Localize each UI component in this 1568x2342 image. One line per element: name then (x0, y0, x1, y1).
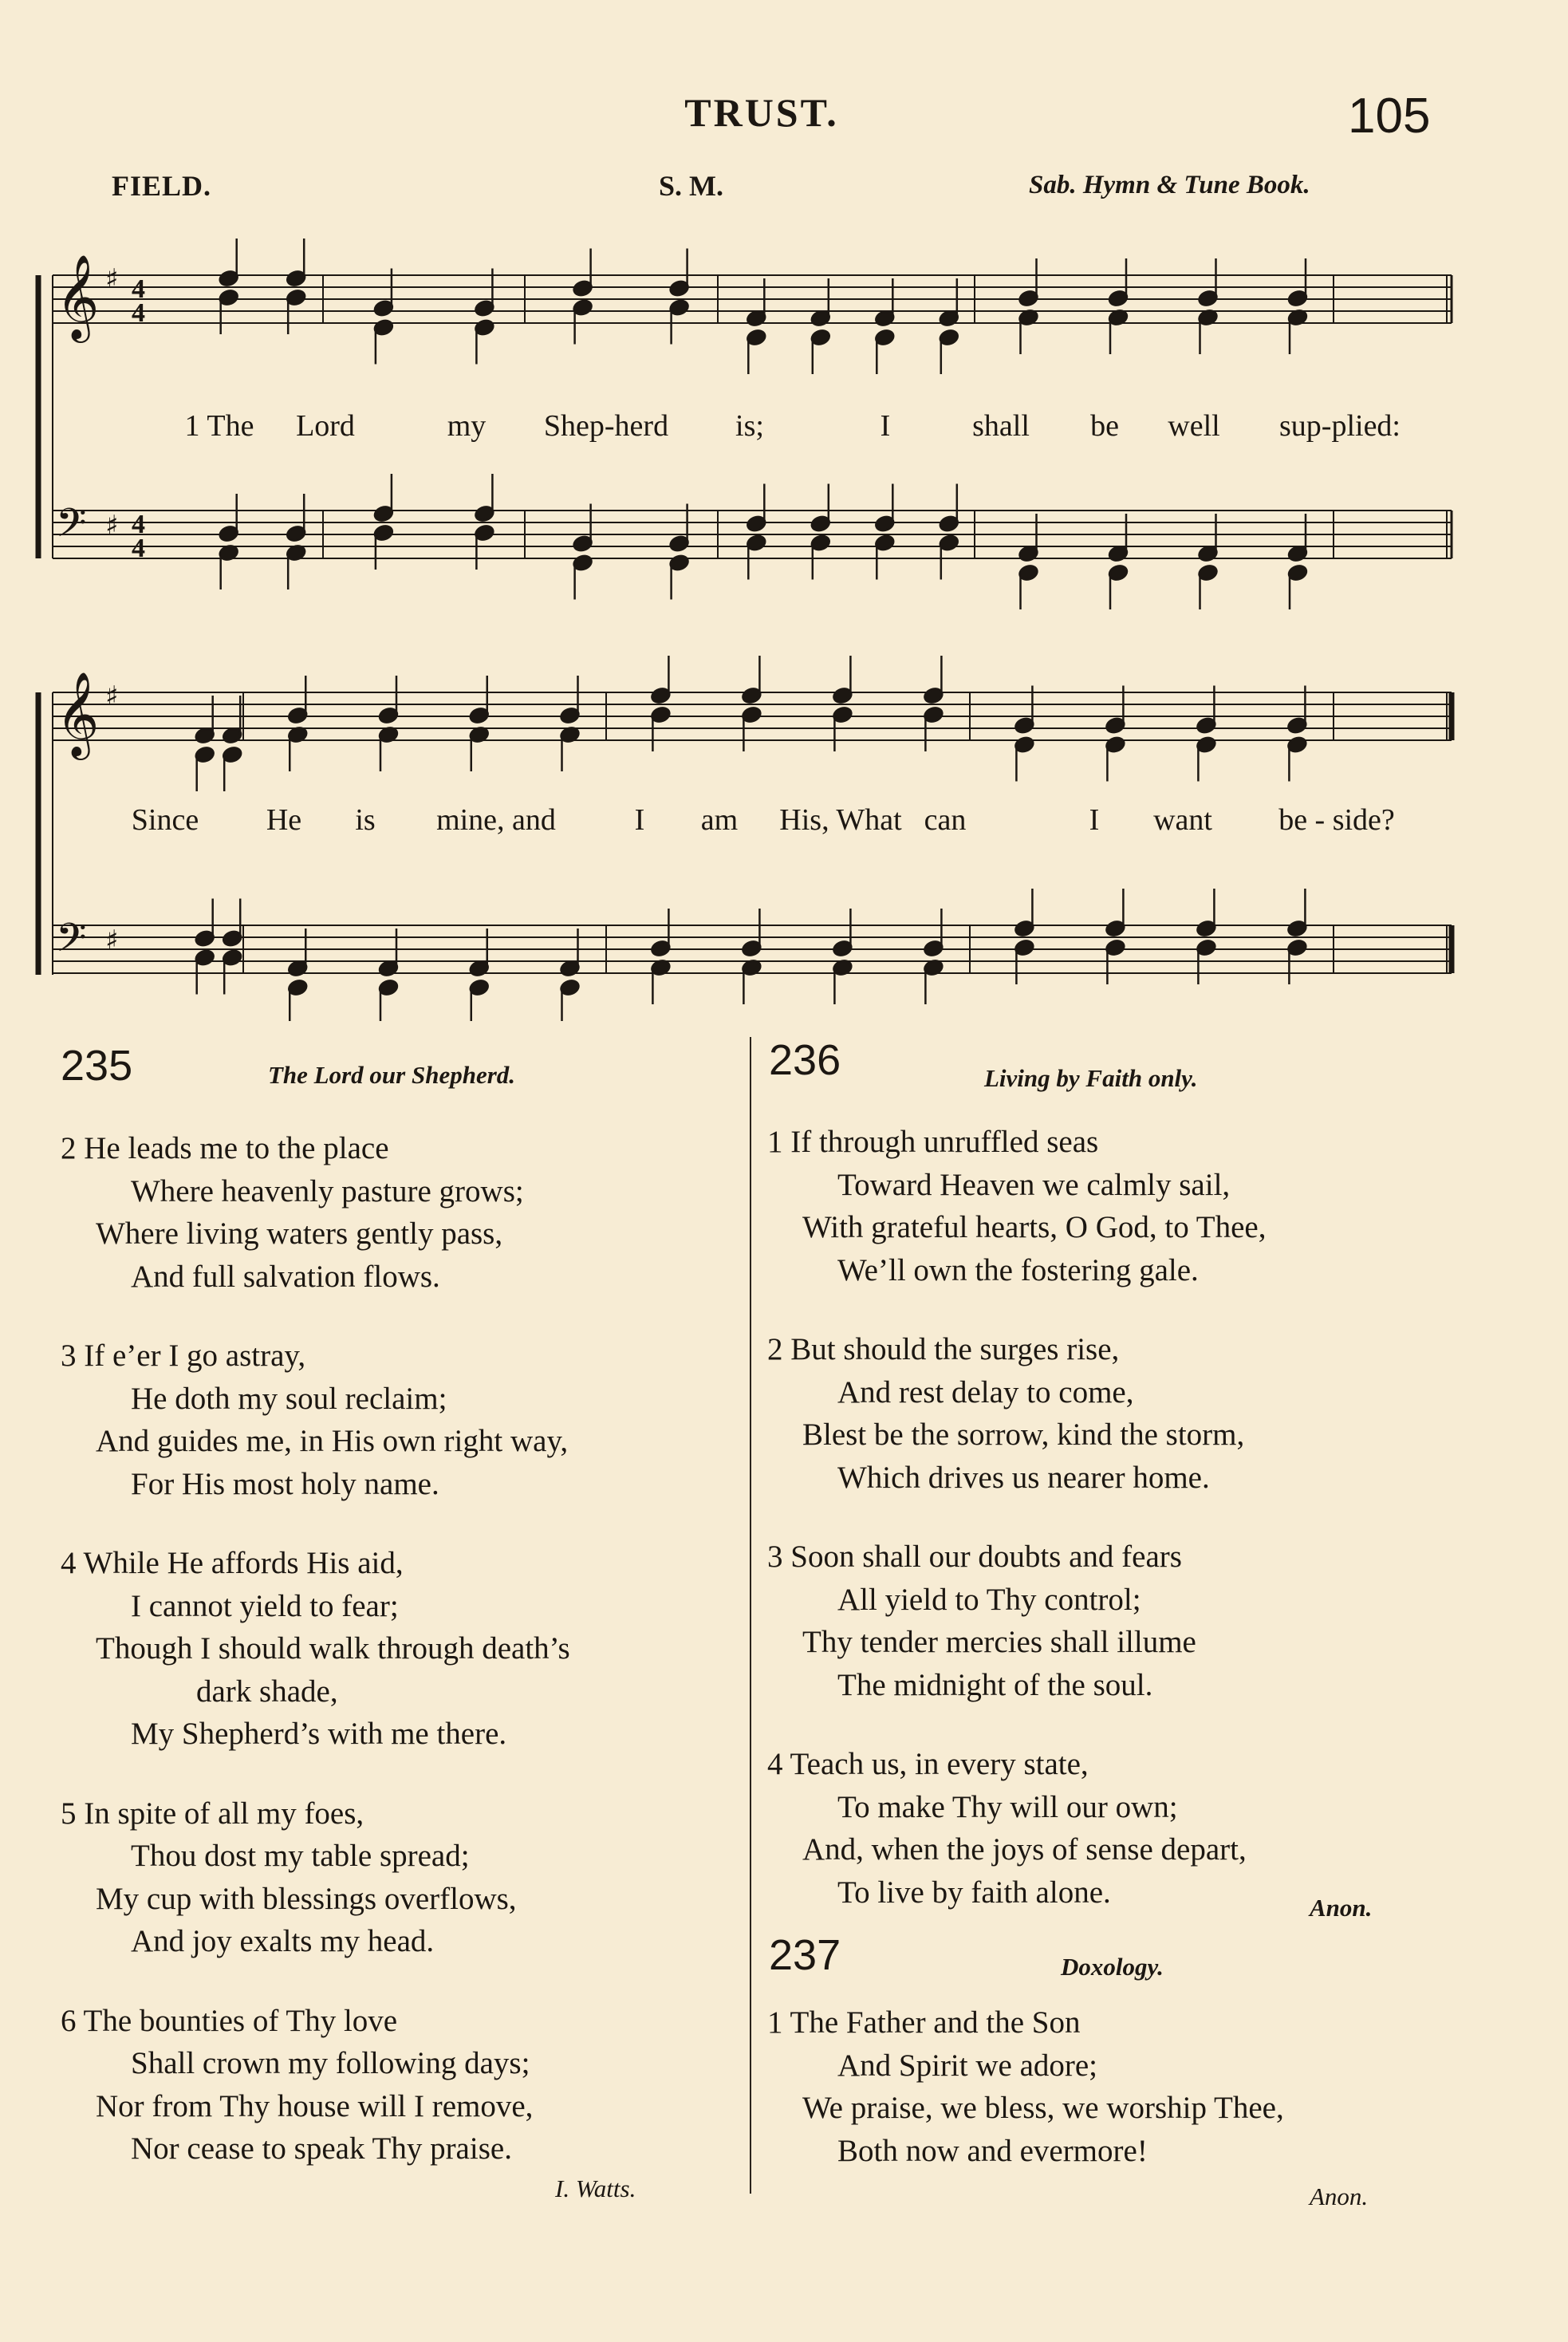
music-score (0, 0, 1568, 1021)
stanza-line: He doth my soul reclaim; (131, 1381, 447, 1416)
stanza-line: 5 In spite of all my foes, (61, 1796, 364, 1831)
lyric-syllable: Shep-herd (543, 409, 669, 443)
stanza-line: For His most holy name. (131, 1466, 439, 1501)
stanza-line: All yield to Thy control; (837, 1582, 1141, 1617)
stanza-line: 3 If e’er I go astray, (61, 1339, 306, 1373)
lyric-syllable: shall (972, 409, 1030, 443)
music-systems (38, 239, 1452, 1021)
lyric-syllable: is (355, 803, 376, 837)
stanza-line: Which drives us nearer home. (837, 1460, 1210, 1495)
stanza-line: Though I should walk through death’s (96, 1631, 570, 1666)
stanza-line: With grateful hearts, O God, to Thee, (802, 1210, 1267, 1244)
lyric-syllable: He (266, 803, 302, 837)
lyric-syllable: want (1153, 803, 1212, 837)
tune-source: Sab. Hymn & Tune Book. (1029, 171, 1310, 199)
stanza-line: We’ll own the fostering gale. (837, 1252, 1199, 1287)
stanza-line: Thy tender mercies shall illume (802, 1625, 1196, 1659)
stanza-line: And joy exalts my head. (131, 1924, 435, 1958)
stanza-line: Blest be the sorrow, kind the storm, (802, 1417, 1245, 1452)
lyric-syllable: be (1090, 409, 1119, 443)
hymn-author-235: I. Watts. (555, 2174, 636, 2202)
lyric-syllable: can (924, 803, 967, 837)
meter: S. M. (659, 170, 723, 202)
lyric-syllable: 1 The (184, 409, 254, 443)
stanza-line: Both now and evermore! (837, 2133, 1148, 2168)
lyric-syllable: well (1168, 409, 1220, 443)
stanza-line: 3 Soon shall our doubts and fears (767, 1540, 1182, 1574)
key-sharp: ♯ (105, 510, 119, 542)
stanza-line: dark shade, (196, 1674, 338, 1709)
lyric-syllable: I (634, 803, 645, 837)
stanza-line: To live by faith alone. (837, 1875, 1111, 1910)
time-signature-top: 4 (132, 510, 145, 539)
stanza-line: Thou dost my table spread; (131, 1839, 470, 1873)
lyric-syllable: Since (131, 803, 199, 837)
stanza-line: And Spirit we adore; (837, 2048, 1098, 2083)
hymn-number-235: 235 (61, 1042, 133, 1090)
stanza-line: 4 While He affords His aid, (61, 1546, 404, 1580)
stanza-line: 4 Teach us, in every state, (767, 1747, 1089, 1781)
lyric-syllable: is; (735, 409, 764, 443)
hymn-author-237: Anon. (1310, 2182, 1369, 2210)
stanza-line: Shall crown my following days; (131, 2046, 530, 2080)
key-sharp: ♯ (105, 680, 119, 712)
page-number: 105 (1348, 89, 1431, 144)
hymn-number-236: 236 (769, 1036, 841, 1084)
hymn-subtitle-235: The Lord our Shepherd. (268, 1061, 516, 1089)
stanza-line: And guides me, in His own right way, (96, 1424, 569, 1458)
lyric-syllable: Lord (296, 409, 355, 443)
hymn-subtitle-237: Doxology. (1061, 1953, 1164, 1981)
stanza-line: Toward Heaven we calmly sail, (837, 1167, 1231, 1202)
stanza-line: My Shepherd’s with me there. (131, 1717, 507, 1751)
stanza-line: Where living waters gently pass, (96, 1216, 503, 1251)
clef-treble: 𝄞 (56, 671, 100, 756)
stanza-line: To make Thy will our own; (837, 1789, 1178, 1824)
hymn-subtitle-236: Living by Faith only. (984, 1064, 1198, 1092)
lyric-syllable: sup-plied: (1279, 409, 1401, 443)
time-signature-bottom: 4 (132, 298, 145, 328)
lyric-syllable: His, What (779, 803, 902, 837)
stanza-line: Nor cease to speak Thy praise. (131, 2131, 512, 2166)
stanza-line: I cannot yield to fear; (131, 1588, 399, 1623)
stanza-line: We praise, we bless, we worship Thee, (802, 2091, 1284, 2125)
stanza-line: My cup with blessings overflows, (96, 1881, 517, 1916)
tune-name: FIELD. (112, 170, 212, 202)
clef-bass: 𝄢 (56, 915, 87, 971)
time-signature-top: 4 (132, 274, 145, 304)
stanza-line: Nor from Thy house will I remove, (96, 2088, 534, 2123)
hymn-number-237: 237 (769, 1931, 841, 1979)
stanza-line: 6 The bounties of Thy love (61, 2003, 398, 2038)
lyric-syllable: be - side? (1278, 803, 1395, 837)
stanza-line: And, when the joys of sense depart, (802, 1832, 1247, 1867)
lyric-syllable: my (447, 409, 487, 443)
hymn-author-236: Anon. (1310, 1894, 1373, 1922)
stanza-line: And full salvation flows. (131, 1259, 440, 1294)
stanza-line: 1 The Father and the Son (767, 2005, 1081, 2040)
stanza-line: And rest delay to come, (837, 1374, 1134, 1410)
stanza-line: Where heavenly pasture grows; (131, 1173, 524, 1208)
stanza-line: 2 But should the surges rise, (767, 1332, 1120, 1366)
clef-treble: 𝄞 (56, 254, 100, 339)
stanza-line: The midnight of the soul. (837, 1667, 1153, 1702)
clef-bass: 𝄢 (56, 500, 87, 556)
column-divider (750, 1037, 751, 2194)
key-sharp: ♯ (105, 263, 119, 295)
lyric-syllable: I (1089, 803, 1100, 837)
page-title: TRUST. (684, 90, 839, 135)
lyric-syllable: I (880, 409, 891, 443)
lyric-syllable: am (700, 803, 739, 837)
time-signature-bottom: 4 (132, 534, 145, 563)
stanza-line: 2 He leads me to the place (61, 1131, 389, 1165)
stanza-line: 1 If through unruffled seas (767, 1125, 1099, 1159)
key-sharp: ♯ (105, 925, 119, 956)
lyric-syllable: mine, and (436, 803, 556, 837)
